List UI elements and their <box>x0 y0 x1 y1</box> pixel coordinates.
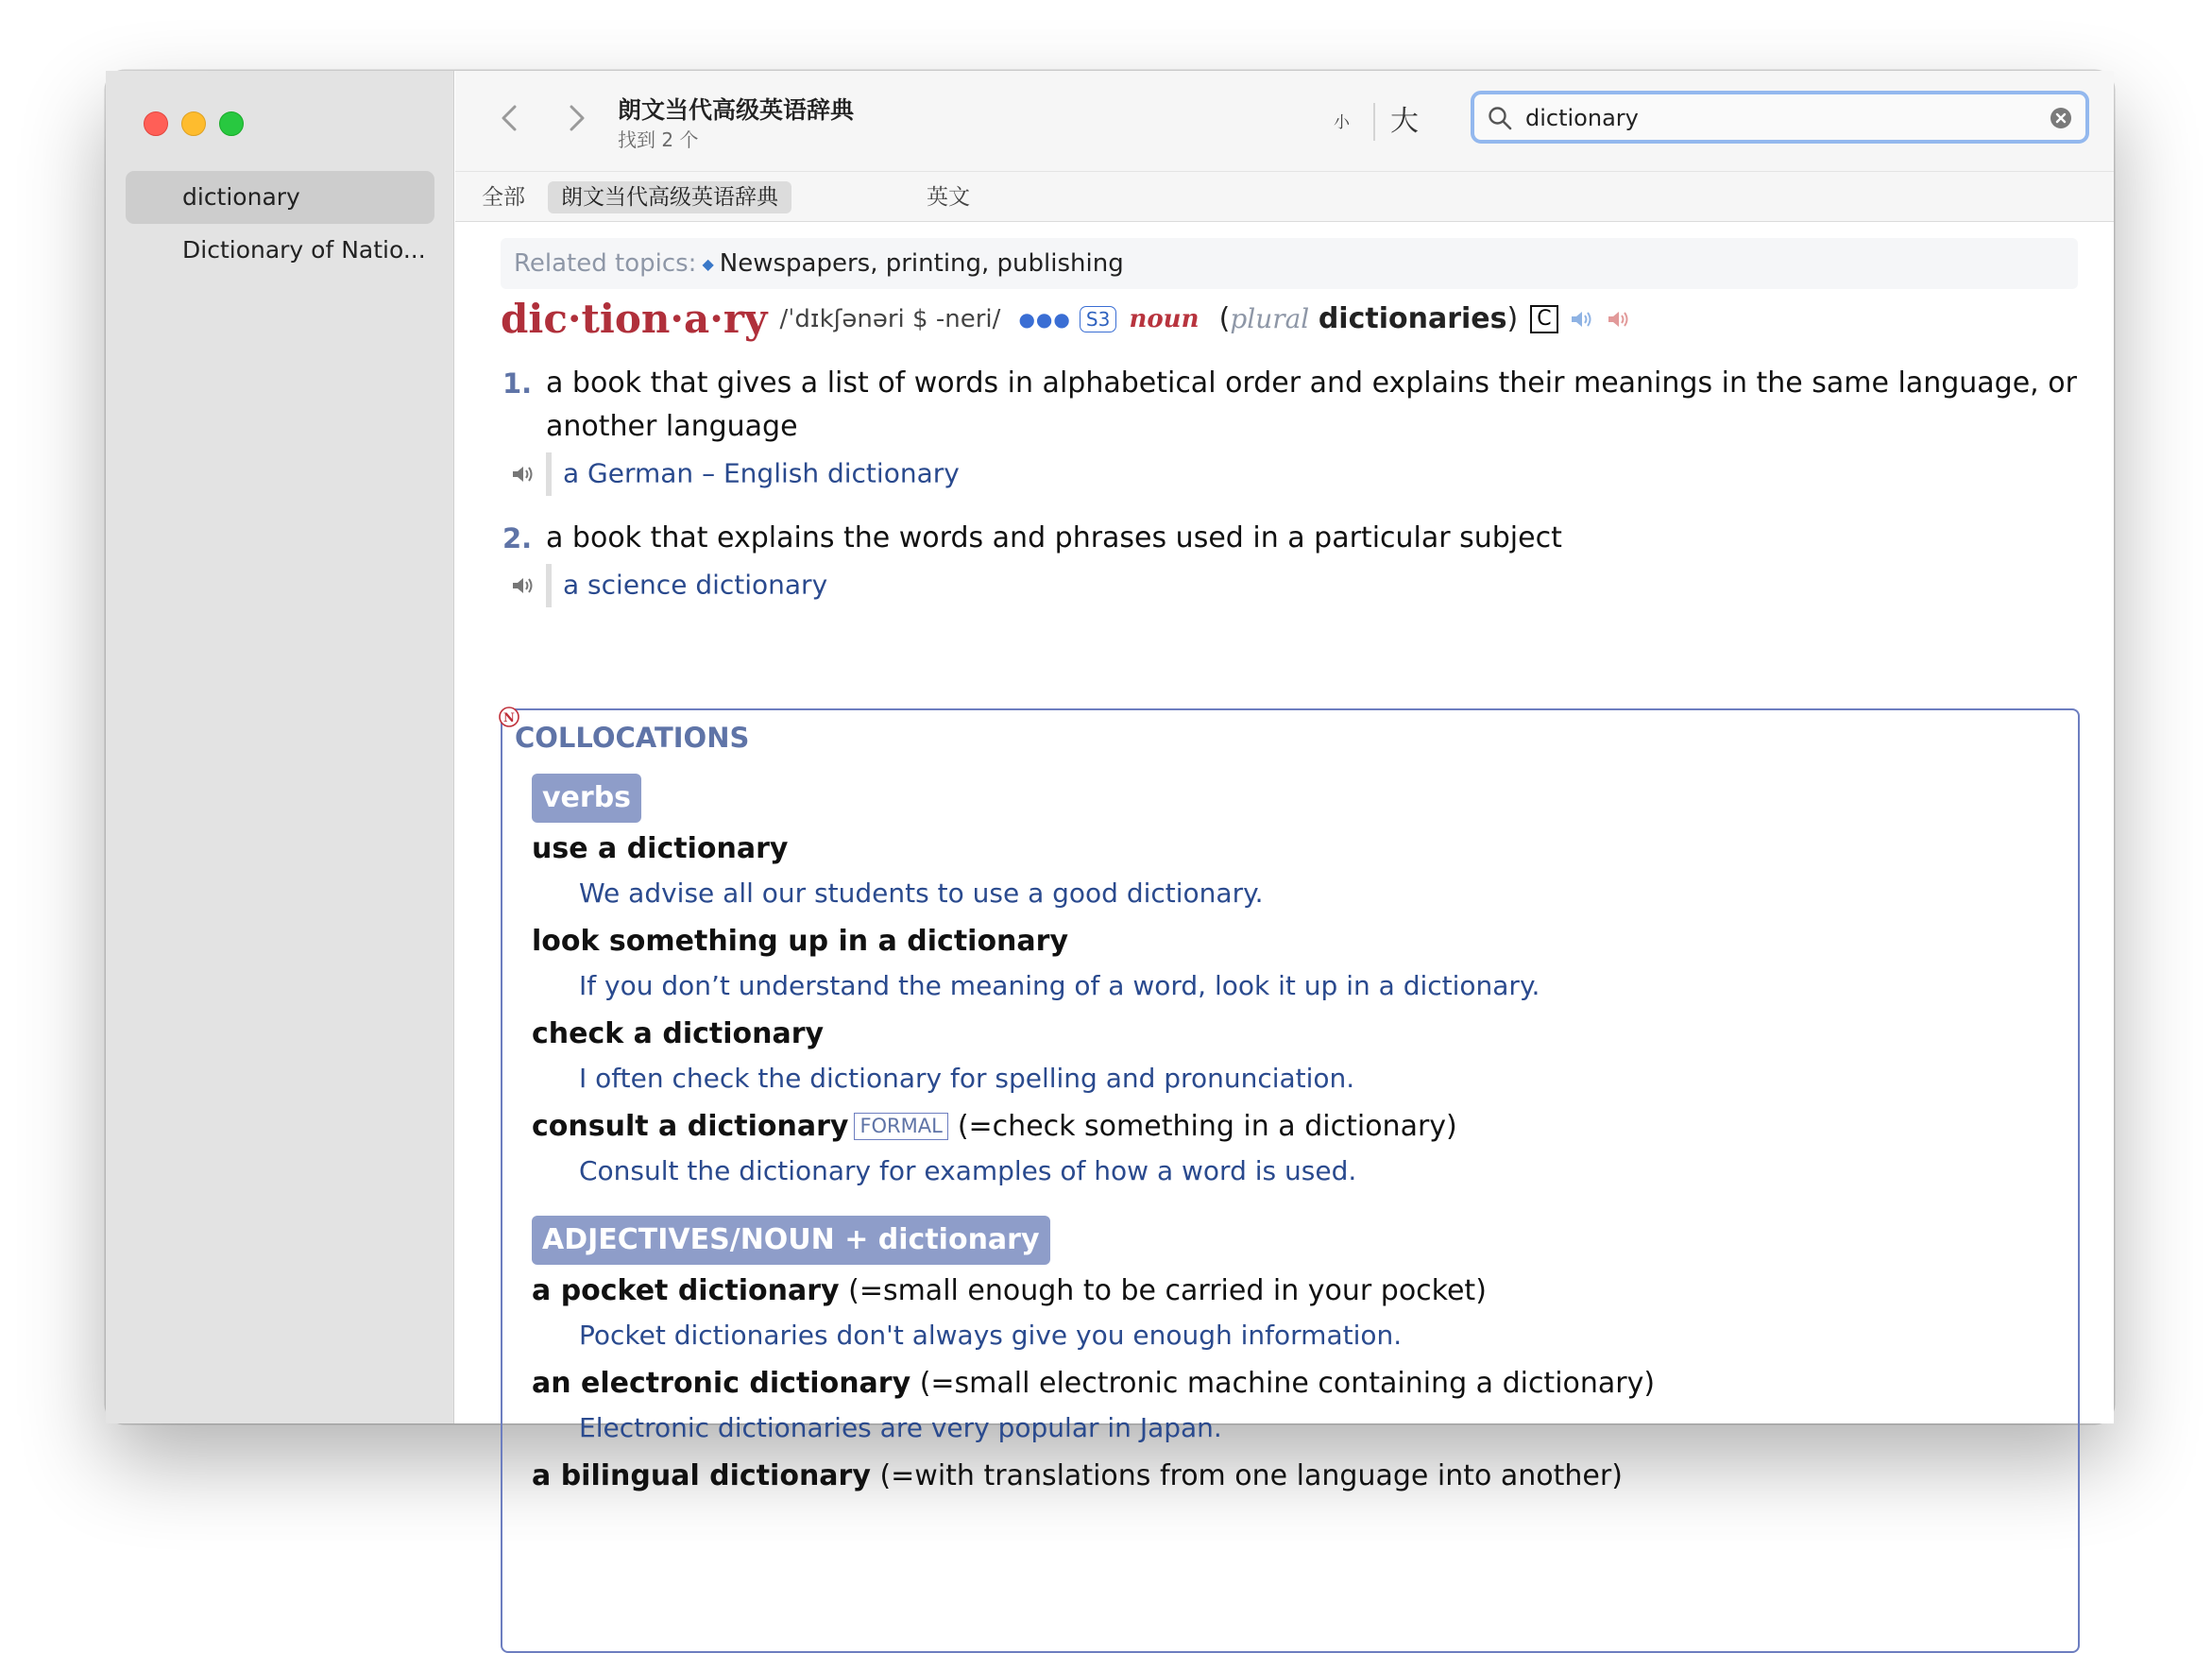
sense-2 <box>502 517 2085 560</box>
sense-2-example <box>510 562 827 607</box>
plural-form <box>1219 302 1519 335</box>
plural-close-paren: ) <box>1506 302 1519 335</box>
tab-all[interactable]: 全部 <box>482 185 525 210</box>
close-window-button[interactable] <box>144 111 168 136</box>
collocation-phrase <box>532 1459 1623 1492</box>
speaker-icon[interactable] <box>510 463 536 486</box>
svg-text:N: N <box>503 711 515 725</box>
collocation-gloss: (=small electronic machine containing a dictionary) <box>919 1367 1656 1400</box>
plural-word: dictionaries <box>1318 302 1507 335</box>
collocation-example: Electronic dictionaries are very popular in Japan. <box>579 1412 1222 1443</box>
collocation-phrase <box>532 925 1068 958</box>
forward-button[interactable] <box>557 99 595 137</box>
sense-1-example <box>510 451 960 496</box>
related-topics <box>501 238 2078 289</box>
font-smaller-button[interactable]: 小 <box>1334 113 1350 132</box>
headword-line <box>501 296 1632 352</box>
collocation-phrase <box>532 1110 1457 1143</box>
chevron-right-icon <box>557 99 595 137</box>
related-topics-label: Related topics: <box>514 249 697 278</box>
sidebar <box>106 71 454 1423</box>
sense-number: 1. <box>502 367 533 400</box>
collocation-headword: use a dictionary <box>532 832 789 865</box>
sidebar-item-dictionary-of-national[interactable]: Dictionary of Natio... <box>182 236 426 264</box>
related-topics-link[interactable]: Newspapers, printing, publishing <box>719 249 1124 278</box>
result-count: 找到 2 个 <box>618 128 699 151</box>
sense-number: 2. <box>502 522 533 554</box>
plural-label: plural <box>1230 303 1310 334</box>
collocation-gloss: (=with translations from one language into another) <box>879 1459 1623 1492</box>
collocation-headword: a pocket dictionary <box>532 1274 840 1307</box>
collocation-phrase <box>532 1367 1655 1400</box>
main-pane <box>455 71 2114 1492</box>
app-window <box>106 71 2114 1492</box>
frequency-badge: S3 <box>1080 306 1116 332</box>
pronunciation: /ˈdɪkʃənəri $ -neri/ <box>779 304 1001 333</box>
collocation-headword: check a dictionary <box>532 1017 825 1050</box>
collocation-category: verbs <box>532 774 641 823</box>
collocations-box <box>501 708 2080 1653</box>
frequency-dots: ●●● <box>1018 307 1071 331</box>
back-button[interactable] <box>491 99 529 137</box>
collocation-example: If you don’t understand the meaning of a word, look it up in a dictionary. <box>579 970 1540 1001</box>
sense-definition: a book that gives a list of words in alphabetical order and explains their meanings in the same language, or another language <box>546 366 2077 443</box>
font-larger-button[interactable]: 大 <box>1390 105 1419 138</box>
speaker-icon[interactable] <box>1606 308 1632 331</box>
sense-definition: a book that explains the words and phrases used in a particular subject <box>546 521 1562 554</box>
example-bar <box>546 564 552 607</box>
search-input[interactable] <box>1525 102 2016 134</box>
collocation-headword: consult a dictionary <box>532 1110 849 1143</box>
toolbar <box>455 71 2114 171</box>
tab-longman[interactable]: 朗文当代高级英语辞典 <box>548 181 791 213</box>
collocation-headword: an electronic dictionary <box>532 1367 911 1400</box>
speaker-icon[interactable] <box>510 574 536 597</box>
register-badge: FORMAL <box>854 1113 947 1140</box>
collocation-phrase <box>532 1017 824 1050</box>
headword: dic·tion·a·ry <box>501 296 768 342</box>
source-tabs <box>455 171 2114 222</box>
collocation-phrase <box>532 1274 1487 1307</box>
example-text: a German – English dictionary <box>563 457 960 489</box>
sense-1 <box>502 362 2085 449</box>
sidebar-item-dictionary[interactable]: dictionary <box>126 171 434 224</box>
zoom-window-button[interactable] <box>219 111 244 136</box>
speaker-icon[interactable] <box>1569 308 1595 331</box>
countable-badge: C <box>1530 305 1557 333</box>
search-field[interactable] <box>1471 91 2089 144</box>
magnifier-icon <box>1488 106 1512 130</box>
collocation-phrase <box>532 832 788 865</box>
collocation-example: Consult the dictionary for examples of how a word is used. <box>579 1155 1357 1186</box>
collocation-gloss: (=check something in a dictionary) <box>957 1110 1457 1143</box>
example-bar <box>546 452 552 496</box>
entry-content <box>455 222 2114 1492</box>
collocation-gloss: (=small enough to be carried in your pocket) <box>848 1274 1487 1307</box>
minimize-window-button[interactable] <box>181 111 206 136</box>
plural-open-paren: ( <box>1218 302 1231 335</box>
collocation-category: ADJECTIVES/NOUN + dictionary <box>532 1216 1050 1265</box>
tab-english[interactable]: 英文 <box>927 185 970 210</box>
example-text: a science dictionary <box>563 569 828 601</box>
font-size-divider <box>1373 103 1375 141</box>
collocation-example: We advise all our students to use a good dictionary. <box>579 878 1264 909</box>
window-title: 朗文当代高级英语辞典 <box>618 96 855 124</box>
chevron-left-icon <box>491 99 529 137</box>
part-of-speech: noun <box>1129 304 1200 333</box>
collocation-headword: a bilingual dictionary <box>532 1459 871 1492</box>
collocation-example: I often check the dictionary for spelling and pronunciation. <box>579 1063 1355 1094</box>
clear-circle-icon[interactable] <box>2050 107 2072 129</box>
collocations-title: COLLOCATIONS <box>515 722 750 754</box>
collocation-headword: look something up in a dictionary <box>532 925 1069 958</box>
diamond-icon: ◆ <box>702 255 714 273</box>
collocation-example: Pocket dictionaries don't always give you enough information. <box>579 1320 1403 1351</box>
